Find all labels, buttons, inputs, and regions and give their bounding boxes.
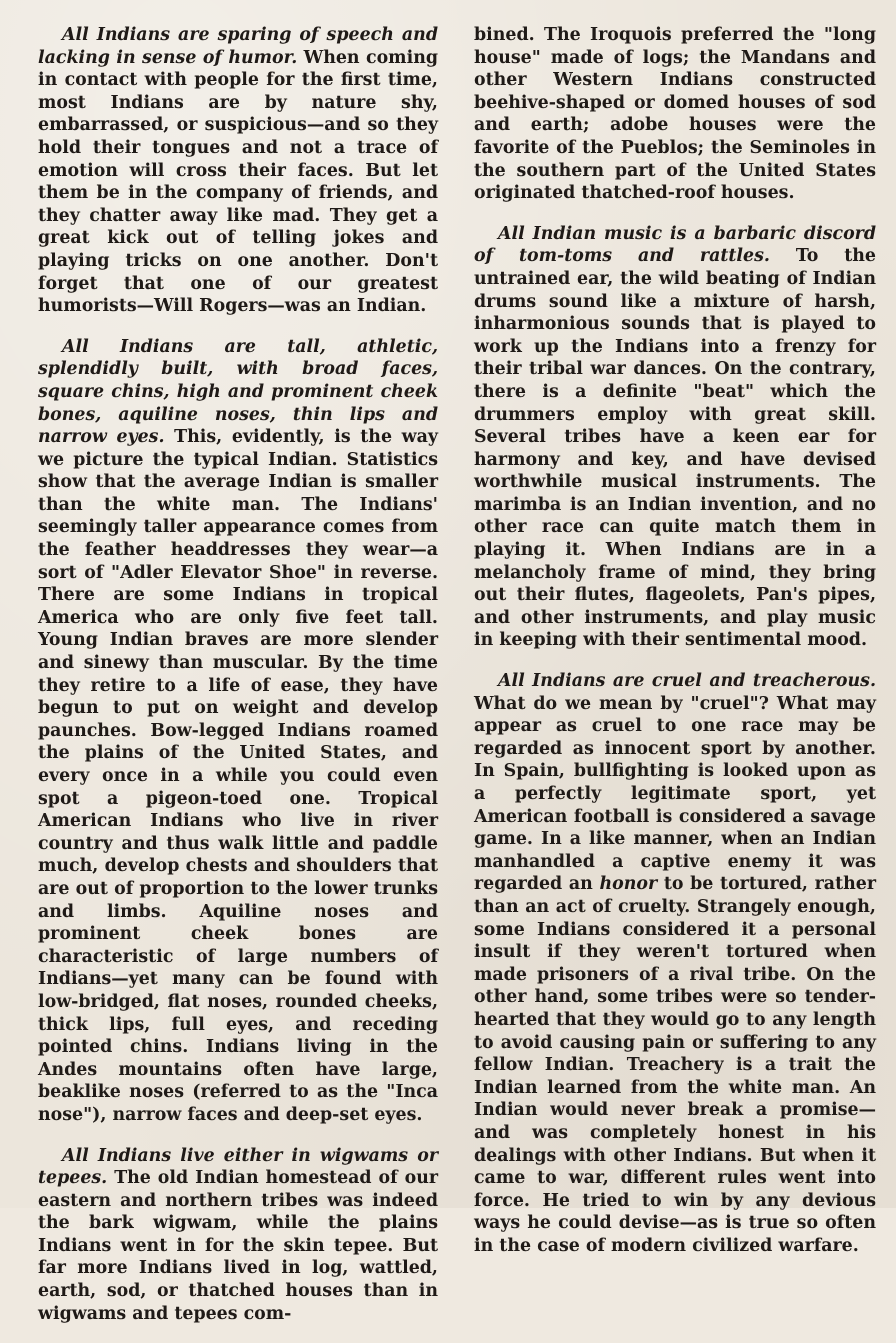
paragraph-body: to be tortured, rather than an act of cruelty. Strangely enough, some Indians considered it a personal insult if they weren't tortured when made prisoners of a rival tribe. On the other hand, some tribes were so tender-hearted that they would go to any length to avoid causing pain or suffering to any fellow Indian. Treachery is a trait the Indian learned from the white man. An Indian would never break a promise—and was completely honest in his dealings with other Indians. But when it came to war, different rules went into force. He tried to win by any devious ways he could devise—as is true so often in the case of modern civilized warfare. [474, 874, 876, 1256]
paragraph-music [474, 223, 876, 652]
paragraph-body: bined. The Iroquois preferred the "long house" made of logs; the Mandans and other Western Indians constructed beehive-shaped or domed houses of sod and earth; adobe houses were the favorite of the Pueblos; the Seminoles in the southern part of the United States originated thatched-roof houses. [474, 25, 876, 204]
paragraph-body: To the untrained ear, the wild beating of Indian drums sound like a mixture of harsh, inharmonious sounds that is played to work up the Indians into a frenzy for their tribal war dances. On the contrary, there is a definite "beat" which the drummers employ with great skill. Several tribes have a keen ear for harmony and key, and have devised worthwhile musical instruments. The marimba is an Indian invention, and no other race can quite match them in playing it. When Indians are in a melancholy frame of mind, they bring out their flutes, flageolets, Pan's pipes, and other instruments, and play music in keeping with their sentimental mood. [474, 246, 876, 651]
paragraph-dwellings-continued [474, 24, 876, 205]
paragraph-dwellings [38, 1145, 438, 1326]
paragraph-body: What do we mean by "cruel"? What may appear as cruel to one race may be regarded as innocent sport by another. In Spain, bullfighting is looked upon as a perfectly legitimate sport, yet American football is considered a savage game. In a like manner, when an Indian manhandled a captive enemy it was regarded an [474, 693, 876, 895]
paragraph-humor [38, 24, 438, 318]
myth-heading-music: All Indian music is a barbaric discord of tom-toms and rattles. [474, 223, 876, 267]
paragraph-body: When coming in contact with people for the first time, most Indians are by nature shy, embarrassed, or suspicious—and so they hold their tongues and not a trace of emotion will cross their faces. But let them be in the company of friends, and they chatter away like mad. They get a great kick out of telling jokes and playing tricks on one another. Don't forget that one of our greatest humorists—Will Rogers—was an Indian. [38, 47, 438, 317]
myth-heading-humor: All Indians are sparing of speech and lacking in sense of humor. [38, 25, 438, 68]
paragraph-body: The old Indian homestead of our eastern and northern tribes was indeed the bark wigwam, while the plains Indians went in for the skin tepee. But far more Indians lived in log, wattled, earth, sod, or thatched houses than in wigwams and tepees com- [38, 1168, 438, 1324]
paragraph-cruelty [474, 670, 876, 1257]
myth-heading-dwellings: All Indians live either in wigwams or tepees. [38, 1145, 438, 1189]
myth-heading-cruelty: All Indians are cruel and treacherous. [498, 671, 876, 692]
emphasis-honor: honor [599, 874, 658, 895]
paragraph-body: This, evidently, is the way we picture the typical Indian. Statistics show that the average Indian is smaller than the white man. The Indians' seemingly taller appearance comes from the feather headdresses they wear—a sort of "Adler Elevator Shoe" in reverse. There are some Indians in tropical America who are only five feet tall. Young Indian braves are more slender and sinewy than muscular. By the time they retire to a life of ease, they have begun to put on weight and develop paunches. Bow-legged Indians roamed the plains of the United States, and every once in a while you could even spot a pigeon-toed one. Tropical American Indians who live in river country and thus walk little and paddle much, develop chests and shoulders that are out of proportion to the lower trunks and limbs. Aquiline noses and prominent cheek bones are characteristic of large numbers of Indians—yet many can be found with low-bridged, flat noses, rounded cheeks, thick lips, full eyes, and receding pointed chins. Indians living in the Andes mountains often have large, beaklike noses (referred to as the "Inca nose"), narrow faces and deep-set eyes. [38, 427, 438, 1125]
left-column [38, 24, 438, 1343]
right-column [474, 24, 876, 1275]
myth-heading-physique: All Indians are tall, athletic, splendidly built, with broad faces, square chins, high and prominent cheek bones, aquiline noses, thin lips and narrow eyes. [38, 336, 438, 448]
paragraph-physique [38, 336, 438, 1127]
